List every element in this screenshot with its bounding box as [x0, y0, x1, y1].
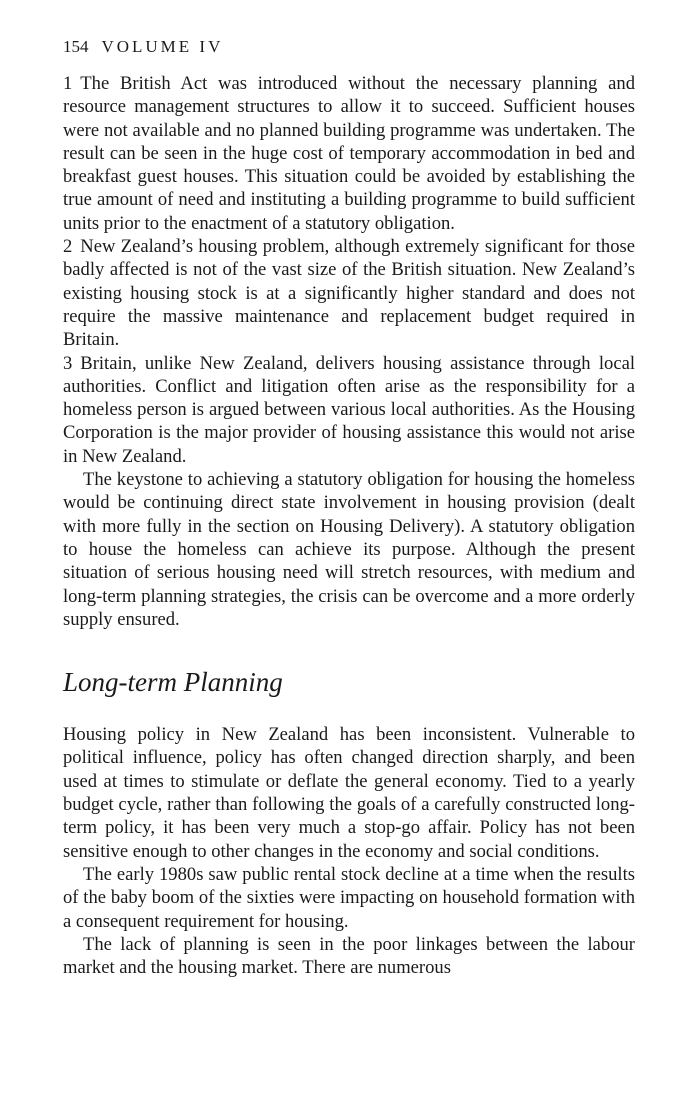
paragraph-text: Britain, unlike New Zealand, delivers housing assistance through local authorities. Conflict and litigation often arise as the responsibility for a homeless person is argued between various local authorities. As the Housing Corporation is the major provider of housing assistance this would not arise in New Zealand.	[63, 352, 635, 467]
paragraph-text: The British Act was introduced without the necessary planning and resource management structures to allow it to succeed. Sufficient houses were not available and no planned building programme was undertaken. The result can be seen in the huge cost of temporary accommodation in bed and breakfast guest houses. This situation could be avoided by establishing the true amount of need and instituting a building programme to build sufficient units prior to the enactment of a statutory obligation.	[63, 73, 635, 234]
paragraph-number: 3	[63, 352, 73, 374]
paragraph-number: 1	[63, 73, 73, 94]
paragraph-number: 2	[63, 236, 73, 258]
paragraph-keystone: The keystone to achieving a statutory obligation for housing the homeless would be continuing direct state involvement in housing provision (dealt with more fully in the section on Housing Delivery). A statutory obligation to house the homeless can achieve its purpose. Although the present situation of serious housing need will stretch resources, with medium and long-term planning strategies, the crisis can be overcome and a more orderly supply ensured.	[63, 469, 635, 630]
body-text	[63, 72, 635, 979]
section-heading: Long-term Planning	[63, 667, 283, 698]
page-number: 154	[63, 37, 89, 56]
book-page	[63, 34, 635, 979]
section-paragraph-2: The early 1980s saw public rental stock decline at a time when the results of the baby boom of the sixties were impacting on household formation with a consequent requirement for housing.	[63, 863, 635, 932]
numbered-paragraph-2	[63, 235, 635, 351]
numbered-paragraph-3	[63, 352, 635, 468]
section-paragraph-3: The lack of planning is seen in the poor linkages between the labour market and the housing market. There are numerous	[63, 933, 635, 979]
paragraph-text: New Zealand’s housing problem, although extremely significant for those badly affected is not of the vast size of the British situation. New Zealand’s existing housing stock is at a significantly higher standard and does not require the massive maintenance and replacement budget required in Britain.	[63, 236, 635, 351]
section-paragraph-1: Housing policy in New Zealand has been inconsistent. Vulnerable to political influence, policy has often changed direction sharply, and been used at times to stimulate or deflate the general economy. Tied to a yearly budget cycle, rather than following the goals of a carefully constructed long-term policy, it has been very much a stop-go affair. Policy has not been sensitive enough to other changes in the economy and social conditions.	[63, 724, 635, 862]
volume-label: VOLUME IV	[101, 37, 224, 56]
running-head	[63, 34, 635, 60]
numbered-paragraph-1	[63, 72, 635, 235]
